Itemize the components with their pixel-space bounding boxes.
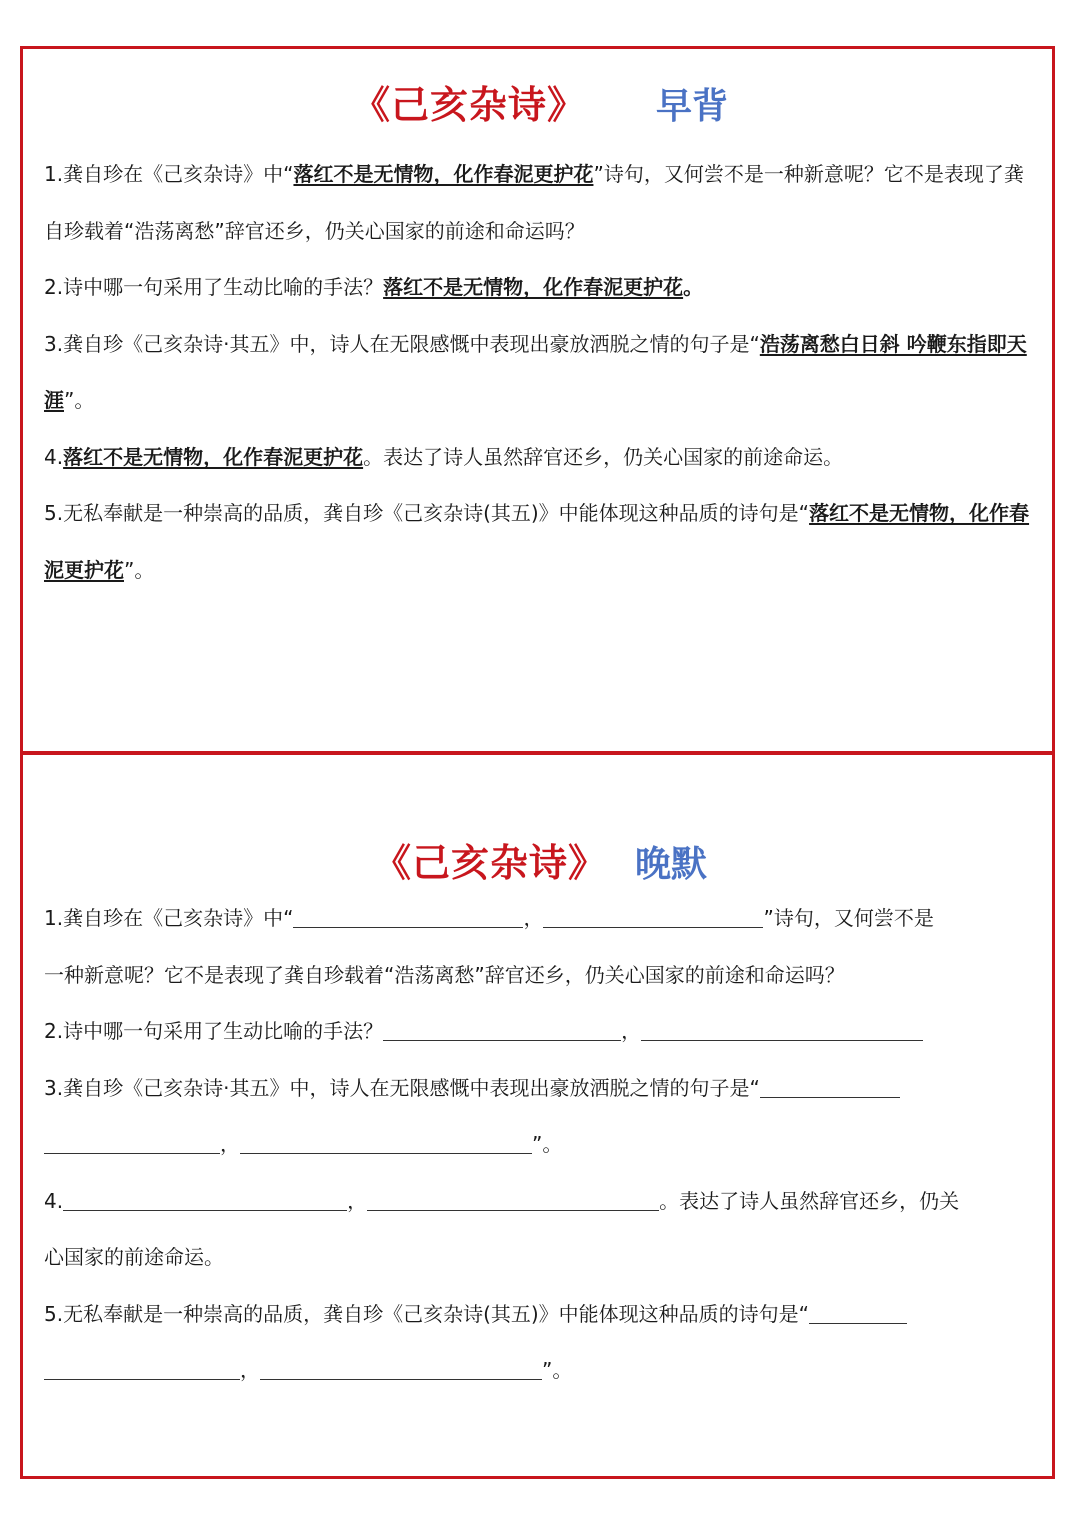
blank-line [260, 1359, 542, 1380]
answer: 落红不是无情物，化作春泥更护花 [63, 444, 364, 469]
answer: 落红不是无情物，化作春泥更护花 [383, 275, 684, 299]
blank-line [543, 907, 763, 928]
blank-line [367, 1190, 659, 1211]
dictation-title: 《己亥杂诗》 [372, 841, 607, 885]
blank-line [293, 907, 523, 928]
blank-line [44, 1359, 240, 1380]
blank-line [44, 1133, 220, 1154]
blank-line [641, 1020, 923, 1041]
blank-line [63, 1190, 347, 1211]
blank-line [809, 1303, 907, 1324]
dictation-content [44, 890, 1042, 1399]
blank-line [383, 1020, 621, 1041]
dictation-question-3: 3.龚自珍《己亥杂诗·其五》中，诗人在无限感慨中表现出豪放洒脱之情的句子是“ ， ”。 [44, 1060, 1042, 1173]
dictation-question-1: 1.龚自珍在《己亥杂诗》中“ ， ”诗句，又何尝不是 一种新意呢？它不是表现了龚自珍载着“浩荡离愁”辞官还乡，仍关心国家的前途和命运吗？ [44, 906, 934, 987]
answer: 浩荡离愁白日斜 吟鞭东指即天涯 [44, 331, 1027, 412]
answer: 落红不是无情物，化作春泥更护花 [293, 162, 594, 186]
dictation-question-4: 4. ， 。表达了诗人虽然辞官还乡，仍关 心国家的前途命运。 [44, 1188, 960, 1269]
dictation-question-2: 2.诗中哪一句采用了生动比喻的手法？ ， [44, 1003, 1042, 1060]
recite-question-1: 1.龚自珍在《己亥杂诗》中“落红不是无情物，化作春泥更护花”诗句，又何尝不是一种新意呢？它不是表现了龚自珍载着“浩荡离愁”辞官还乡，仍关心国家的前途和命运吗？ [44, 162, 1024, 243]
recite-content [44, 146, 1042, 598]
recite-title-row [0, 74, 1080, 129]
recite-tag: 早背 [656, 86, 729, 127]
dictation-tag: 晚默 [635, 844, 708, 885]
blank-line [760, 1077, 900, 1098]
recite-question-2: 2.诗中哪一句采用了生动比喻的手法？落红不是无情物，化作春泥更护花。 [44, 275, 704, 299]
blank-line [240, 1133, 532, 1154]
recite-question-3: 3.龚自珍《己亥杂诗·其五》中，诗人在无限感慨中表现出豪放洒脱之情的句子是“浩荡离愁白日斜 吟鞭东指即天涯”。 [44, 331, 1027, 412]
dictation-title-row [0, 832, 1080, 887]
recite-question-4: 4.落红不是无情物，化作春泥更护花。表达了诗人虽然辞官还乡，仍关心国家的前途命运。 [44, 444, 844, 469]
recite-title: 《己亥杂诗》 [351, 83, 586, 127]
dictation-question-5: 5.无私奉献是一种崇高的品质，龚自珍《己亥杂诗(其五)》中能体现这种品质的诗句是“ ， ”。 [44, 1286, 1042, 1399]
answer: 落红不是无情物，化作春泥更护花 [44, 501, 1030, 582]
recite-question-5: 5.无私奉献是一种崇高的品质，龚自珍《己亥杂诗(其五)》中能体现这种品质的诗句是“落红不是无情物，化作春泥更护花”。 [44, 501, 1030, 582]
